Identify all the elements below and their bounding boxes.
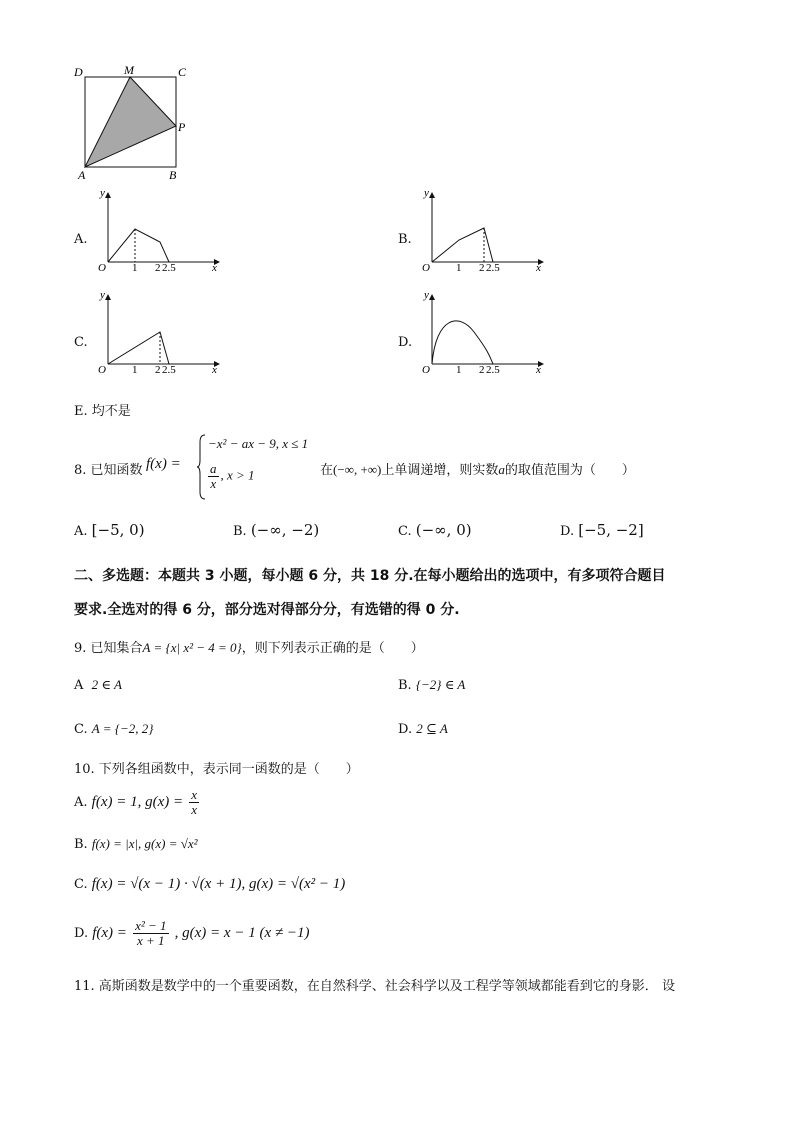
q8-case2-fraction: [208, 462, 219, 491]
q8-text-in: 在: [320, 463, 334, 478]
q10-opt-a-num: x: [191, 787, 198, 802]
q8-text-end: 的取值范围为（ ）: [504, 463, 635, 478]
tick-2-5: 2.5: [162, 364, 176, 374]
q9-option-c: [74, 721, 153, 737]
q10-opt-a-left: f(x) = 1, g(x) =: [91, 794, 184, 810]
q7-option-c-label: C.: [74, 335, 88, 350]
q10-opt-a-label: A.: [74, 795, 88, 810]
q8-case2-cond: , x > 1: [220, 467, 255, 483]
axis-y: y: [424, 292, 429, 301]
tick-1: 1: [456, 262, 462, 272]
q8-opt-c-value: (−∞, 0): [415, 521, 472, 539]
q9-opt-b-value: {−2} ∈ A: [415, 677, 466, 692]
q8-stem: [320, 459, 635, 478]
q10-opt-d-num: x² − 1: [135, 918, 167, 933]
q8-option-a: [74, 521, 145, 539]
q8-brace: [196, 434, 206, 500]
section2-line1: 二、多选题：本题共 3 小题，每小题 6 分，共 18 分.在每小题给出的选项中，有多项符合题目: [74, 568, 666, 584]
q8-option-c: [398, 521, 472, 539]
tick-2-5: 2.5: [486, 262, 500, 272]
tick-1: 1: [456, 364, 462, 374]
q9-opt-d-value: 2 ⊆ A: [416, 721, 448, 736]
q10-option-b: [74, 836, 198, 852]
q9-opt-b-label: B.: [398, 678, 412, 693]
axis-x: x: [536, 364, 541, 374]
q8-opt-a-value: [−5, 0): [91, 521, 145, 539]
axis-origin: O: [98, 364, 106, 374]
axis-origin: O: [422, 364, 430, 374]
q10-opt-d-label: D.: [74, 926, 89, 941]
q9-opt-a-value: 2 ∈ A: [91, 677, 122, 692]
q9-option-a: [74, 677, 122, 693]
shaded-triangle-amp: [85, 77, 176, 167]
q9-opt-c-value: A = {−2, 2}: [91, 721, 154, 736]
q8-var-a: a: [498, 462, 505, 477]
q10-opt-b-label: B.: [74, 837, 88, 852]
q10-opt-d-fraction: [133, 919, 168, 948]
q8-case2: [206, 462, 255, 491]
label-m: M: [124, 64, 134, 77]
q8-opt-b-label: B.: [233, 524, 247, 539]
tick-2: 2: [155, 364, 161, 374]
axis-x: x: [212, 262, 217, 272]
q10-opt-d-left: f(x) =: [92, 925, 127, 941]
q9-prefix: 9. 已知集合: [74, 641, 143, 656]
q10-stem: 10. 下列各组函数中，表示同一函数的是（ ）: [74, 762, 359, 777]
axis-y: y: [424, 190, 429, 199]
q10-opt-a-fraction: [189, 788, 199, 817]
tick-2: 2: [155, 262, 161, 272]
label-p: P: [178, 120, 186, 134]
q10-option-c: [74, 876, 345, 893]
q7-graph-c: [90, 292, 220, 374]
q9-stem: [74, 637, 424, 656]
q10-opt-b-expr: f(x) = |x|, g(x) = √x²: [91, 836, 198, 851]
label-c: C: [178, 65, 187, 79]
axis-y: y: [100, 190, 105, 199]
q9-opt-d-label: D.: [398, 722, 413, 737]
q7-option-a-label: A.: [74, 232, 88, 247]
q8-opt-a-label: A.: [74, 524, 88, 539]
q8-number: 8. 已知函数: [74, 463, 143, 478]
tick-2: 2: [479, 262, 485, 272]
q9-opt-a-label: A: [74, 678, 84, 693]
q10-option-d: [74, 919, 309, 948]
q8-option-b: [233, 521, 319, 539]
q8-opt-b-value: (−∞, −2): [250, 521, 320, 539]
axis-origin: O: [98, 262, 106, 272]
tick-1: 1: [132, 364, 138, 374]
tick-2-5: 2.5: [162, 262, 176, 272]
q10-opt-c-label: C.: [74, 877, 88, 892]
tick-2-5: 2.5: [486, 364, 500, 374]
q8-fx: f(x) =: [146, 456, 181, 472]
label-a: A: [78, 168, 86, 182]
q8-opt-d-value: [−5, −2]: [578, 521, 644, 539]
q10-opt-c-expr: f(x) = √(x − 1) · √(x + 1), g(x) = √(x² − 1): [91, 876, 346, 892]
axis-y: y: [100, 292, 105, 301]
q8-interval: (−∞, +∞): [333, 462, 382, 477]
q7-option-b-label: B.: [398, 232, 412, 247]
label-d: D: [74, 65, 83, 79]
q8-option-d: [560, 521, 644, 539]
q7-option-e: E. 均不是: [74, 404, 131, 419]
q10-opt-a-den: x: [191, 802, 198, 817]
q9-opt-c-label: C.: [74, 722, 88, 737]
label-b: B: [169, 168, 177, 182]
q7-graph-d: [414, 292, 544, 374]
q8-text-mid: 上单调递增，则实数: [381, 463, 499, 478]
q11-stem: 11. 高斯函数是数学中的一个重要函数，在自然科学、社会科学以及工程学等领域都能看到它的身影． 设: [74, 979, 675, 994]
q9-option-b: [398, 677, 465, 693]
q10-option-a: [74, 788, 201, 817]
q7-option-d-label: D.: [398, 335, 413, 350]
q7-graph-b: [414, 190, 544, 272]
axis-x: x: [536, 262, 541, 272]
square-figure: [72, 64, 192, 182]
q8-case2-num: a: [210, 461, 217, 476]
tick-2: 2: [479, 364, 485, 374]
axis-origin: O: [422, 262, 430, 272]
q8-case2-den: x: [210, 476, 217, 491]
q7-graph-a: [90, 190, 220, 272]
q10-opt-d-right: , g(x) = x − 1 (x ≠ −1): [174, 925, 310, 941]
q9-option-d: [398, 721, 448, 737]
q8-opt-d-label: D.: [560, 524, 575, 539]
q10-opt-d-den: x + 1: [137, 933, 165, 948]
q9-set: A = {x| x² − 4 = 0}: [142, 640, 242, 655]
tick-1: 1: [132, 262, 138, 272]
section2-line2: 要求.全选对的得 6 分，部分选对得部分分，有选错的得 0 分.: [74, 602, 460, 618]
axis-x: x: [212, 364, 217, 374]
q9-suffix: ，则下列表示正确的是（ ）: [241, 641, 424, 656]
q8-case1: −x² − ax − 9, x ≤ 1: [208, 436, 309, 451]
q8-opt-c-label: C.: [398, 524, 412, 539]
